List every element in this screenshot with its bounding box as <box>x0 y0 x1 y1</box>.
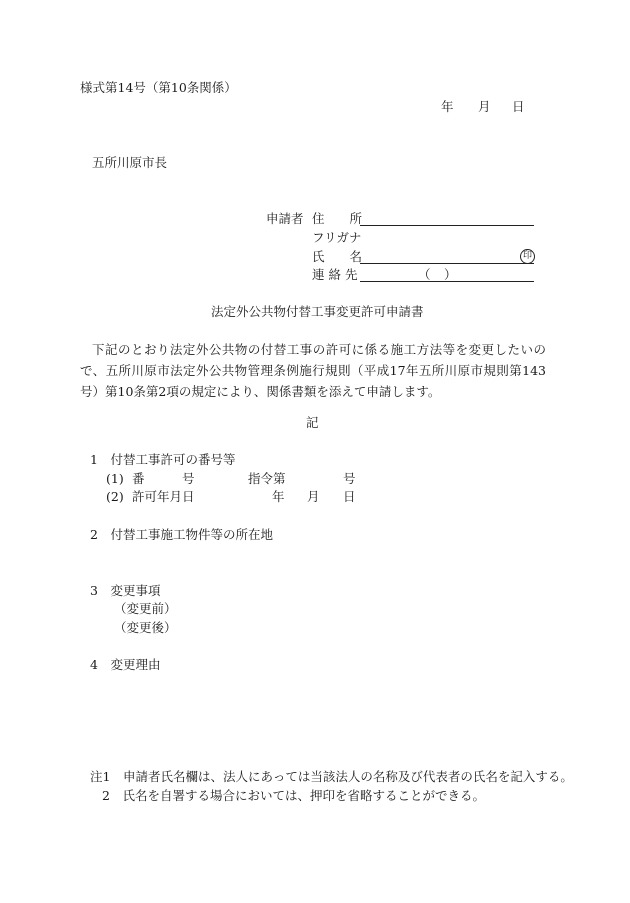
name-field[interactable] <box>360 263 534 264</box>
item1-2-month: 月 <box>307 489 320 504</box>
note-1: 注1 申請者氏名欄は、法人にあっては当該法人の名称及び代表者の氏名を記入する。 <box>90 769 573 784</box>
item3-after-label: （変更後） <box>114 620 177 635</box>
item1-1-suffix: 号 <box>343 471 356 486</box>
item1-2-year: 年 <box>272 489 285 504</box>
item3-heading: 3 変更事項 <box>90 583 161 598</box>
body-paragraph: 下記のとおり法定外公共物の付替工事の許可に係る施工方法等を変更したいので、五所川原市法定外公共物管理条例施行規則（平成17年五所川原市規則第143号）第10条第2項の規定により、関係書類を添えて申請します。 <box>80 342 546 399</box>
address-label: 住 所 <box>312 211 363 226</box>
item1-1-number: (1) <box>106 471 124 486</box>
item1-2-number: (2) <box>106 489 124 504</box>
document-title: 法定外公共物付替工事変更許可申請書 <box>211 304 424 319</box>
item4-heading: 4 変更理由 <box>90 657 161 672</box>
contact-paren-open: （ <box>418 267 431 282</box>
date-day-label: 日 <box>512 99 525 114</box>
name-label: 氏 名 <box>312 249 363 264</box>
note-2: 2 氏名を自署する場合においては、押印を省略することができる。 <box>102 788 485 803</box>
applicant-label: 申請者 <box>266 211 304 226</box>
item3-before-label: （変更前） <box>114 601 177 616</box>
contact-label: 連 絡 先 <box>312 267 358 282</box>
item1-1-value: 指令第 <box>248 471 286 486</box>
seal-mark: 印 <box>520 249 535 264</box>
addressee: 五所川原市長 <box>92 155 168 170</box>
item1-heading: 1 付替工事許可の番号等 <box>90 452 236 467</box>
item1-2-label: 許可年月日 <box>132 489 195 504</box>
form-number: 様式第14号（第10条関係） <box>80 80 237 95</box>
item2-heading: 2 付替工事施工物件等の所在地 <box>90 527 273 542</box>
date-month-label: 月 <box>478 99 491 114</box>
furigana-label: フリガナ <box>312 230 362 245</box>
ki-heading: 記 <box>306 415 319 430</box>
item1-1-label: 番 号 <box>132 471 195 486</box>
date-year-label: 年 <box>441 99 454 114</box>
item1-2-day: 日 <box>343 489 356 504</box>
contact-paren-close: ） <box>444 267 457 282</box>
address-field[interactable] <box>360 225 534 226</box>
